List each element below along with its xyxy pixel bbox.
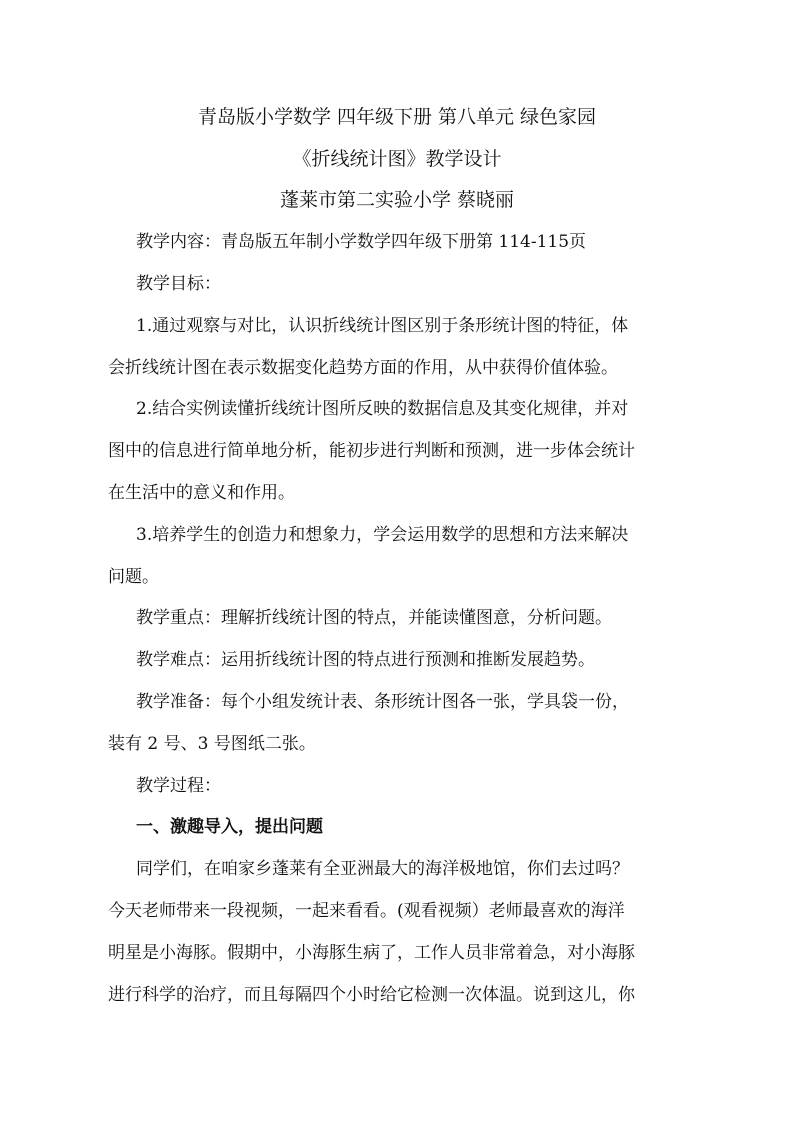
teaching-goals-label: 教学目标：: [136, 274, 221, 294]
goal-1-line-2: 会折线统计图在表示数据变化趋势方面的作用，从中获得价值体验。: [108, 358, 618, 378]
paragraph-line-4: 进行科学的治疗，而且每隔四个小时给它检测一次体温。说到这儿，你: [108, 985, 635, 1005]
teaching-prep-line-2: 装有 2 号、3 号图纸二张。: [108, 734, 316, 754]
lesson-title: 《折线统计图》教学设计: [292, 148, 502, 170]
teaching-prep-line-1: 教学准备：每个小组发统计表、条形统计图各一张，学具袋一份，: [136, 692, 629, 712]
goal-3-line-1: 3.培养学生的创造力和想象力，学会运用数学的思想和方法来解决: [136, 525, 629, 545]
goal-2-line-3: 在生活中的意义和作用。: [108, 483, 295, 503]
goal-3-line-2: 问题。: [108, 567, 159, 587]
teaching-difficulty: 教学难点：运用折线统计图的特点进行预测和推断发展趋势。: [136, 650, 595, 670]
teaching-process-label: 教学过程：: [136, 776, 221, 796]
goal-2-line-2: 图中的信息进行简单地分析，能初步进行判断和预测，进一步体会统计: [108, 441, 635, 461]
goal-2-line-1: 2.结合实例读懂折线统计图所反映的数据信息及其变化规律，并对: [136, 399, 629, 419]
teaching-content: 教学内容：青岛版五年制小学数学四年级下册第 114-115页: [136, 232, 587, 252]
section-1-heading: 一、激趣导入，提出问题: [136, 817, 323, 837]
document-title: 青岛版小学数学 四年级下册 第八单元 绿色家园: [197, 106, 597, 128]
teaching-key-point: 教学重点：理解折线统计图的特点，并能读懂图意，分析问题。: [136, 608, 612, 628]
goal-1-line-1: 1.通过观察与对比，认识折线统计图区别于条形统计图的特征，体: [136, 316, 629, 336]
paragraph-line-3: 明星是小海豚。假期中，小海豚生病了，工作人员非常着急，对小海豚: [108, 943, 635, 963]
author-line: 蓬莱市第二实验小学 蔡晓丽: [279, 189, 515, 211]
paragraph-line-2: 今天老师带来一段视频，一起来看看。(观看视频）老师最喜欢的海洋: [108, 901, 625, 921]
paragraph-line-1: 同学们，在咱家乡蓬莱有全亚洲最大的海洋极地馆，你们去过吗？: [136, 859, 629, 879]
